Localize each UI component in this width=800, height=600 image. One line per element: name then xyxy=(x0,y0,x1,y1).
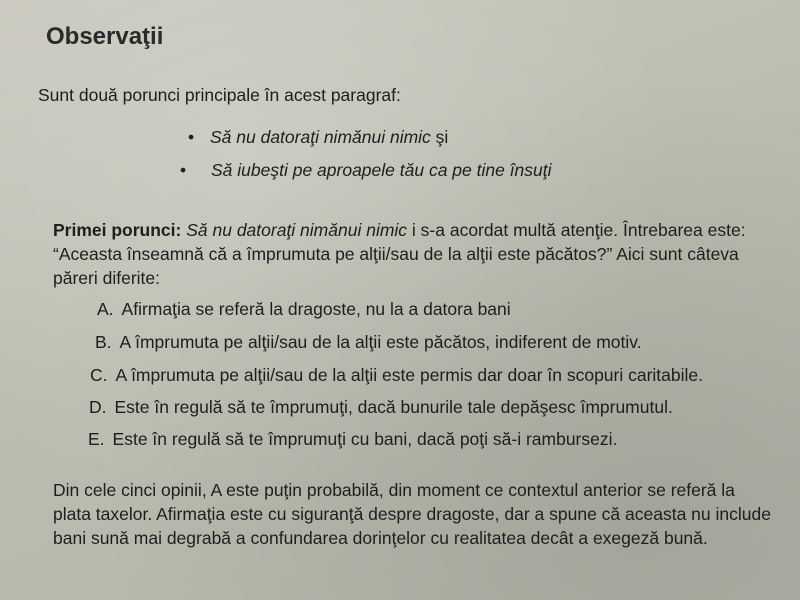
bullet-marker: • xyxy=(188,127,195,147)
intro-text: Sunt două porunci principale în acest paragraf: xyxy=(38,85,401,105)
paragraph-rest: i s-a acordat multă atenţie. Întrebarea este: “Aceasta înseamnă că a împrumuta pe alţii/sau de la alţii este păcătos?” Aici sunt câteva păreri diferite: xyxy=(53,220,746,288)
bullet-text: Să nu datoraţi nimănui nimic xyxy=(210,127,431,147)
opinion-item xyxy=(95,332,642,353)
bullet-text: Să iubeşti pe aproapele tău ca pe tine însuţi xyxy=(211,160,552,180)
bullet-item xyxy=(188,127,448,148)
opinion-text: Afirmaţia se referă la dragoste, nu la a datora bani xyxy=(121,299,511,319)
bullet-suffix: şi xyxy=(430,127,449,147)
opinion-text: A împrumuta pe alţii/sau de la alţii este permis dar doar în scopuri caritabile. xyxy=(115,365,704,385)
slide-title: Observaţii xyxy=(46,23,164,50)
paragraph-first-commandment xyxy=(53,218,773,290)
opinion-item xyxy=(89,397,673,418)
bullet-item xyxy=(180,160,552,181)
opinion-text: Este în regulă să te împrumuţi, dacă bunurile tale depăşesc împrumutul. xyxy=(114,397,673,417)
opinion-letter: D. xyxy=(89,397,107,417)
opinion-item xyxy=(88,429,617,450)
opinion-letter: C. xyxy=(90,365,108,385)
bullet-marker: • xyxy=(180,160,187,180)
opinion-letter: E. xyxy=(88,429,105,449)
opinion-item xyxy=(90,365,703,386)
opinion-text: A împrumuta pe alţii/sau de la alţii este păcătos, indiferent de motiv. xyxy=(119,332,642,352)
opinion-letter: B. xyxy=(95,332,112,352)
paragraph-conclusion: Din cele cinci opinii, A este puţin probabilă, din moment ce contextul anterior se referă la plata taxelor. Afirmaţia este cu siguranţă despre dragoste, dar a spune că aceasta nu include bani sună mai degrabă a confundarea dorinţelor cu realitatea decât a exegeză bună. xyxy=(53,480,771,548)
opinion-text: Este în regulă să te împrumuţi cu bani, dacă poţi să-i rambursezi. xyxy=(112,429,618,449)
opinion-letter: A. xyxy=(97,299,114,319)
opinion-item xyxy=(97,299,511,320)
paragraph-lead: Primei porunci: xyxy=(53,220,182,240)
paragraph-quote: Să nu datoraţi nimănui nimic xyxy=(186,220,408,240)
